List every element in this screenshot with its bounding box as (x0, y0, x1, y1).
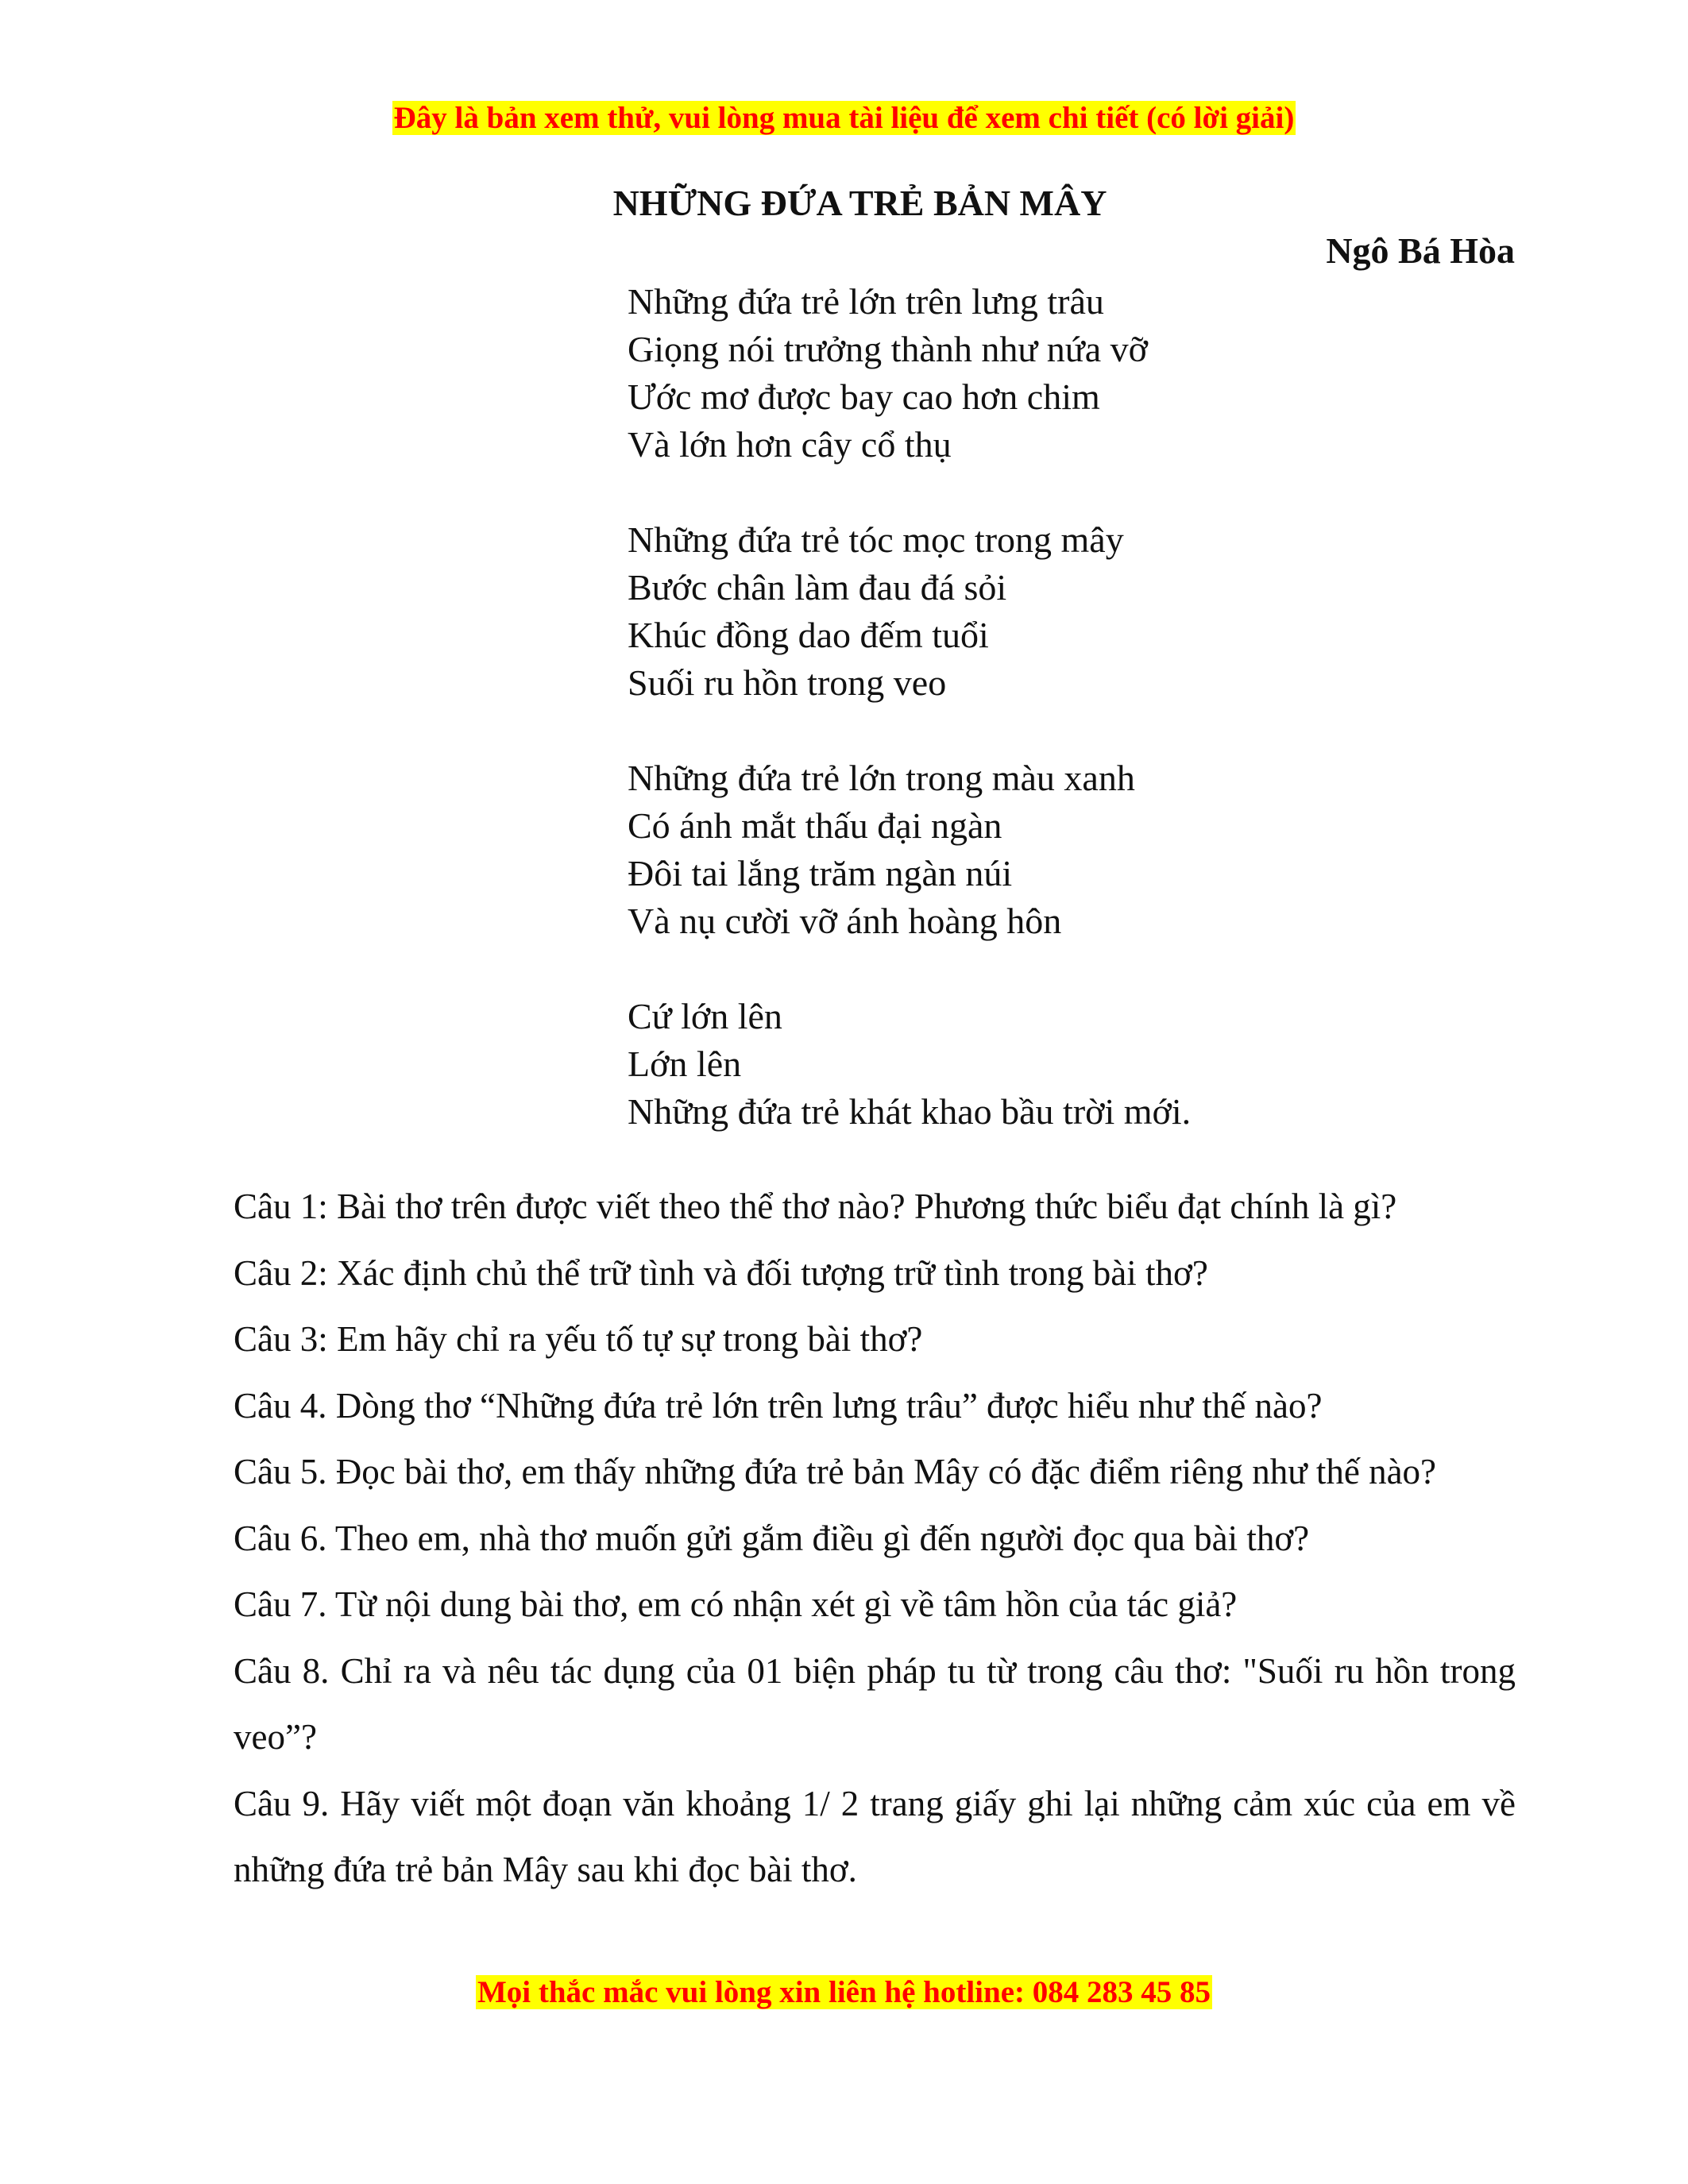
poem-line: Và lớn hơn cây cổ thụ (628, 424, 952, 465)
question-list (234, 1174, 1516, 1904)
poem-stanza-2 (628, 516, 1191, 707)
poem-line: Những đứa trẻ lớn trên lưng trâu (628, 281, 1104, 322)
poem-line: Ước mơ được bay cao hơn chim (628, 376, 1100, 417)
poem-line: Những đứa trẻ lớn trong màu xanh (628, 758, 1135, 798)
poem-title: NHỮNG ĐỨA TRẺ BẢN MÂY (612, 183, 1107, 223)
poem-line: Cứ lớn lên (628, 996, 782, 1036)
poem-line: Bước chân làm đau đá sỏi (628, 567, 1007, 608)
poem-stanza-1 (628, 278, 1191, 469)
poem-stanza-3 (628, 754, 1191, 945)
question-7: Câu 7. Từ nội dung bài thơ, em có nhận xét gì về tâm hồn của tác giả? (234, 1584, 1238, 1624)
hotline-notice-banner (0, 1974, 1688, 2011)
poem-line: Suối ru hồn trong veo (628, 662, 947, 703)
hotline-notice-text: Mọi thắc mắc vui lòng xin liên hệ hotline: 084 283 45 85 (477, 1975, 1211, 2009)
poem-line: Giọng nói trưởng thành như nứa vỡ (628, 329, 1148, 369)
poem-line: Khúc đồng dao đếm tuổi (628, 615, 989, 655)
poem-body (628, 278, 1191, 1183)
preview-notice-text: Đây là bản xem thử, vui lòng mua tài liệu để xem chi tiết (có lời giải) (393, 101, 1295, 135)
question-3: Câu 3: Em hãy chỉ ra yếu tố tự sự trong bài thơ? (234, 1319, 923, 1359)
poem-line: Những đứa trẻ tóc mọc trong mây (628, 519, 1124, 560)
question-2: Câu 2: Xác định chủ thể trữ tình và đối tượng trữ tình trong bài thơ? (234, 1252, 1208, 1293)
question-1: Câu 1: Bài thơ trên được viết theo thể thơ nào? Phương thức biểu đạt chính là gì? (234, 1187, 1397, 1226)
question-6: Câu 6. Theo em, nhà thơ muốn gửi gắm điều gì đến người đọc qua bài thơ? (234, 1518, 1310, 1558)
question-4: Câu 4. Dòng thơ “Những đứa trẻ lớn trên lưng trâu” được hiểu như thế nào? (234, 1385, 1323, 1426)
poem-line: Có ánh mắt thấu đại ngàn (628, 805, 1002, 846)
preview-notice-banner (0, 100, 1688, 137)
poem-line: Lớn lên (628, 1044, 742, 1084)
poem-line: Và nụ cười vỡ ánh hoàng hôn (628, 901, 1062, 941)
poem-line: Đôi tai lắng trăm ngàn núi (628, 853, 1013, 893)
question-5: Câu 5. Đọc bài thơ, em thấy những đứa trẻ bản Mây có đặc điểm riêng như thế nào? (234, 1452, 1437, 1491)
question-8: Câu 8. Chỉ ra và nêu tác dụng của 01 biện pháp tu từ trong câu thơ: "Suối ru hồn trong veo”? (234, 1650, 1516, 1757)
question-9: Câu 9. Hãy viết một đoạn văn khoảng 1/ 2 trang giấy ghi lại những cảm xúc của em về những đứa trẻ bản Mây sau khi đọc bài thơ. (234, 1783, 1516, 1889)
poem-line: Những đứa trẻ khát khao bầu trời mới. (628, 1091, 1192, 1132)
poem-stanza-4 (628, 993, 1191, 1136)
poem-author: Ngô Bá Hòa (1326, 230, 1515, 271)
